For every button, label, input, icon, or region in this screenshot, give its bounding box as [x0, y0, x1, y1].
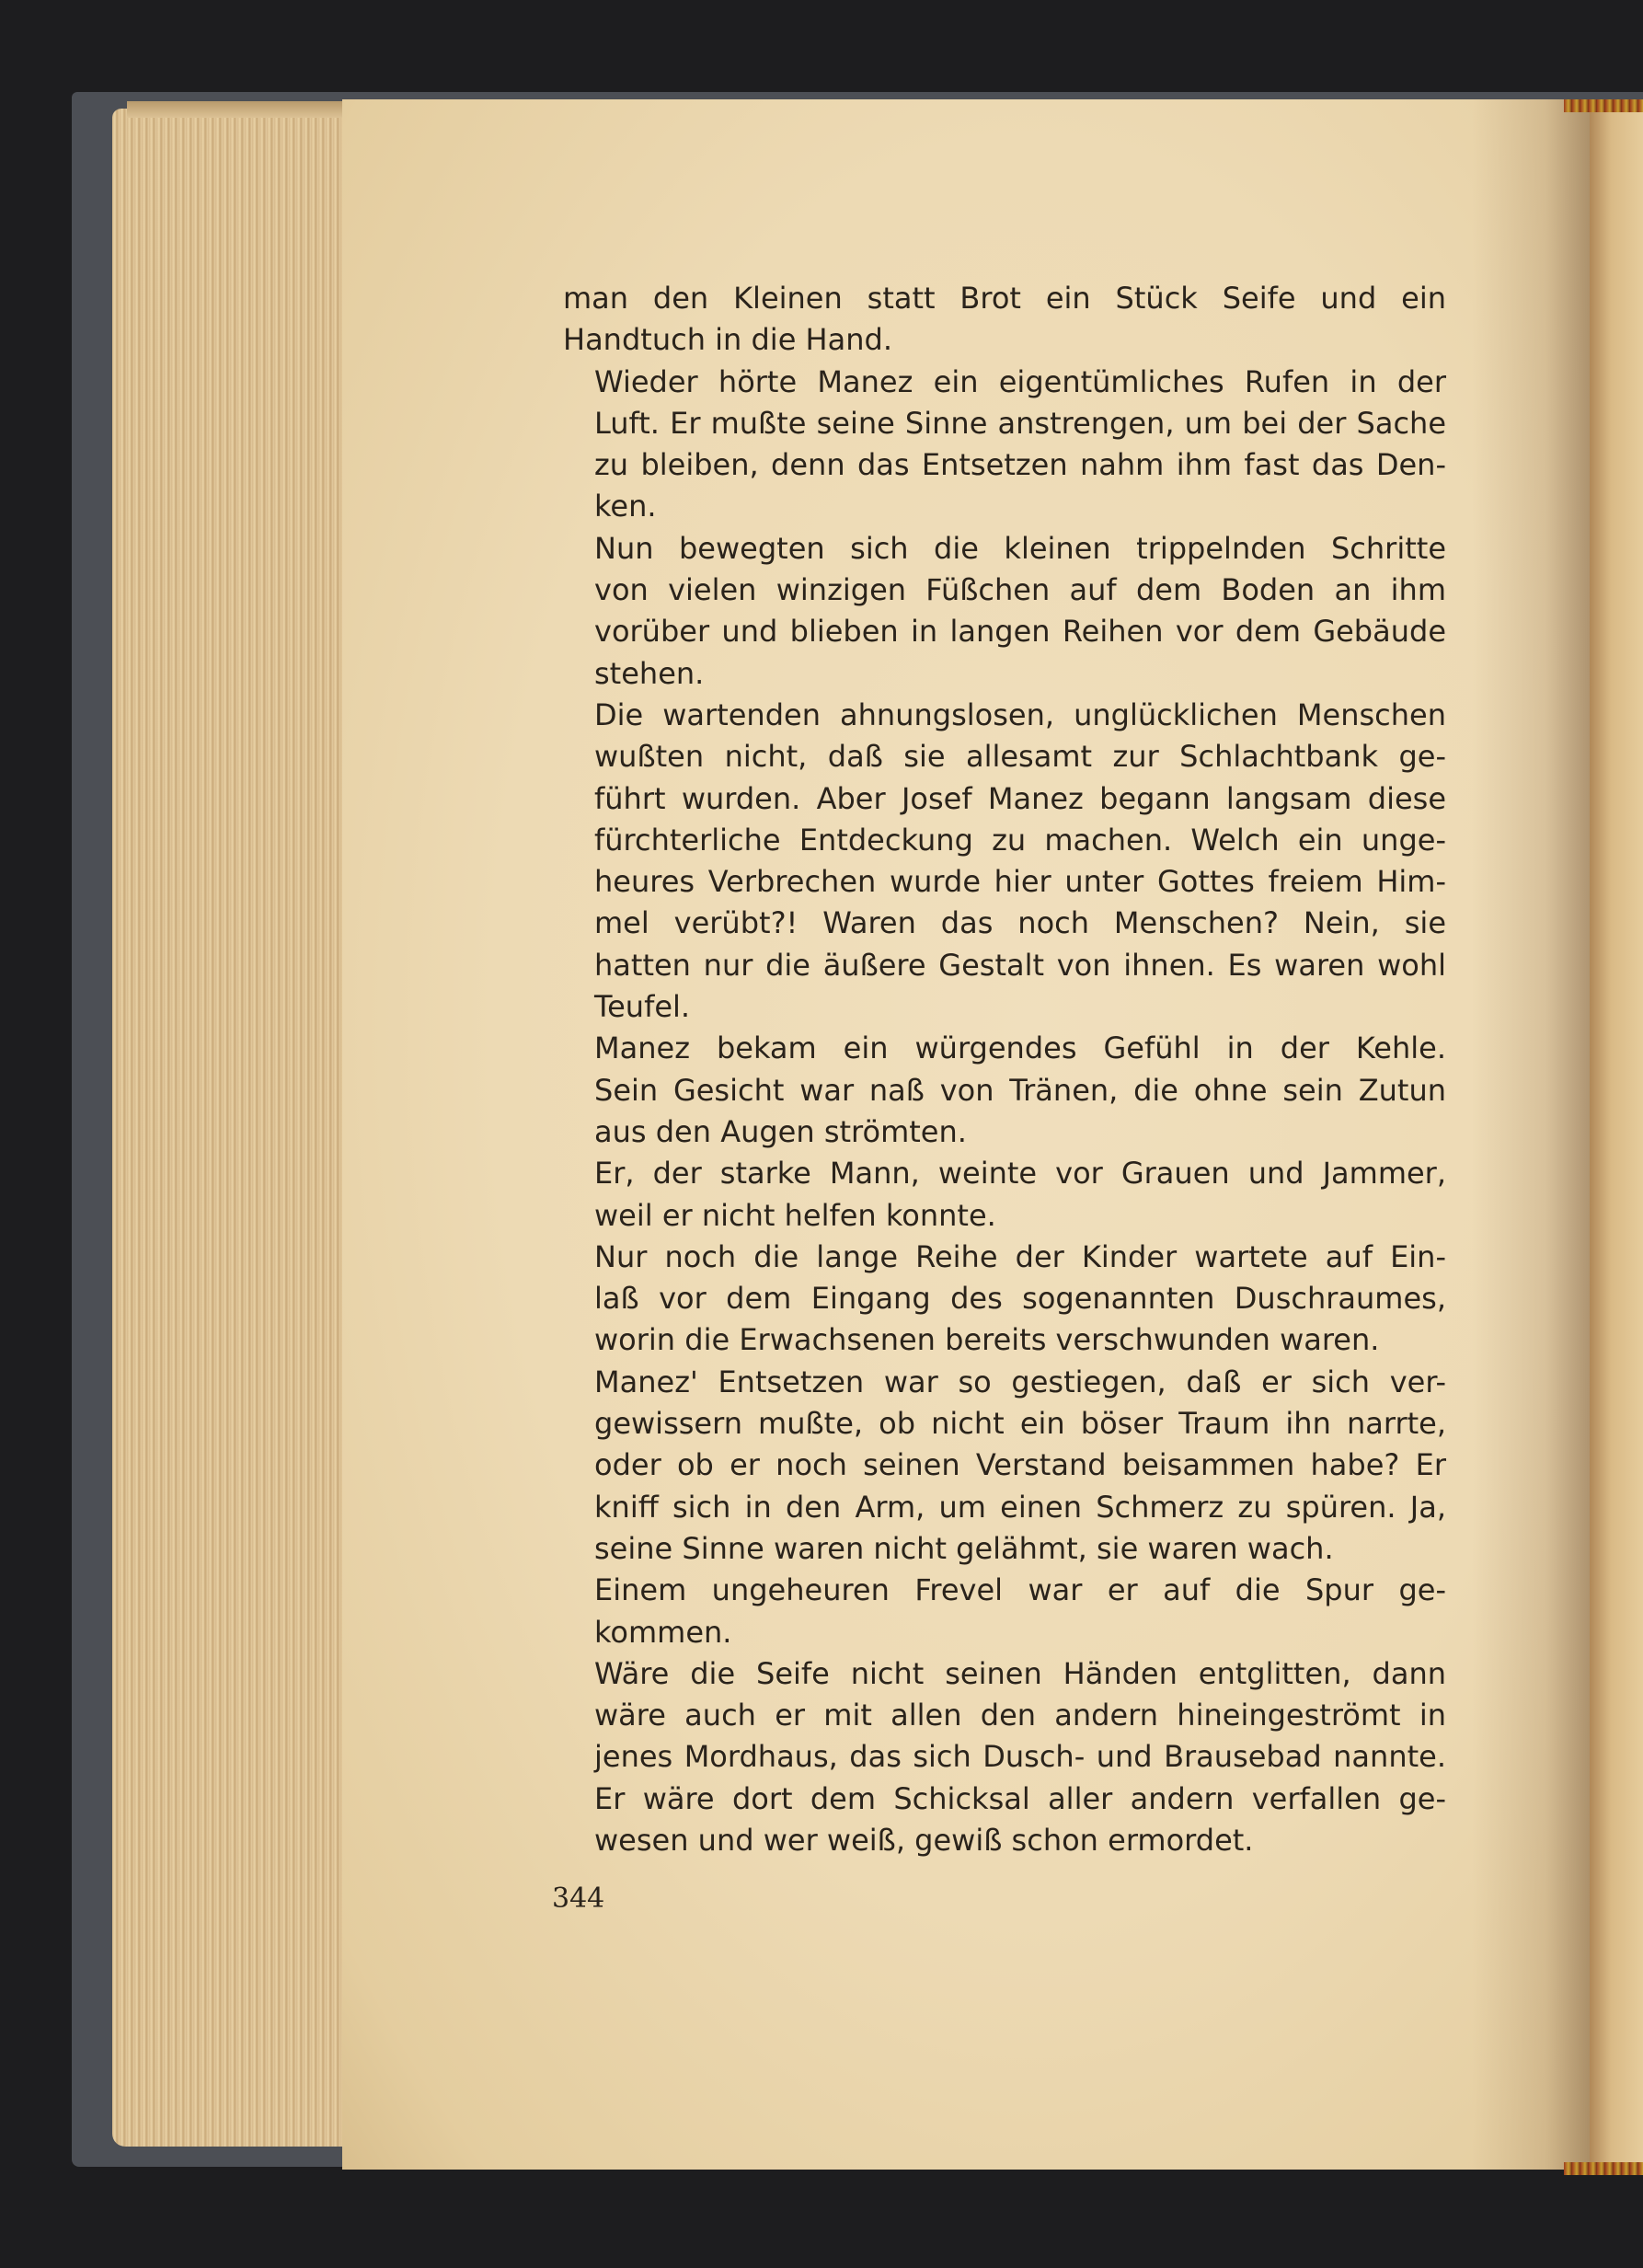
- gutter-shadow: [1472, 99, 1595, 2170]
- text-line: Nur noch die lange Reihe der Kinder wartete auf Ein-: [594, 1238, 1446, 1274]
- text-line: seine Sinne waren nicht gelähmt, sie waren wach.: [594, 1530, 1334, 1566]
- text-line: Nun bewegten sich die kleinen trippelnden Schritte: [594, 530, 1446, 566]
- text-line: Manez' Entsetzen war so gestiegen, daß er sich ver-: [594, 1364, 1446, 1399]
- text-line: Manez bekam ein würgendes Gefühl in der Kehle.: [594, 1030, 1446, 1066]
- page-edges-top: [127, 101, 352, 118]
- text-line: Handtuch in die Hand.: [563, 322, 892, 358]
- text-line: gewissern mußte, ob nicht ein böser Traum ihn narrte,: [594, 1406, 1446, 1442]
- text-line: kommen.: [594, 1614, 732, 1650]
- text-line: Er wäre dort dem Schicksal aller andern verfallen ge-: [594, 1780, 1446, 1816]
- paragraph: [563, 1237, 1446, 1362]
- paragraph: [563, 1570, 1446, 1653]
- text-line: laß vor dem Eingang des sogenannten Duschraumes,: [594, 1281, 1446, 1317]
- text-line: Wäre die Seife nicht seinen Händen entglitten, dann: [594, 1655, 1446, 1691]
- text-line: stehen.: [594, 655, 705, 691]
- text-line: wesen und wer weiß, gewiß schon ermordet.: [594, 1822, 1254, 1858]
- body-text: [563, 278, 1446, 1861]
- text-line: heures Verbrechen wurde hier unter Gottes freiem Him-: [594, 864, 1446, 900]
- paragraph: [563, 362, 1446, 528]
- text-line: jenes Mordhaus, das sich Dusch- und Brausebad nannte.: [594, 1739, 1446, 1775]
- text-line: worin die Erwachsenen bereits verschwunden waren.: [594, 1322, 1380, 1358]
- text-line: ken.: [594, 489, 657, 524]
- text-line: hatten nur die äußere Gestalt von ihnen. Es waren wohl: [594, 947, 1446, 983]
- text-line: aus den Augen strömten.: [594, 1113, 967, 1149]
- text-line: zu bleiben, denn das Entsetzen nahm ihm fast das Den-: [594, 447, 1446, 483]
- paragraph: [563, 278, 1446, 362]
- headband-top: [1564, 99, 1643, 112]
- text-line: mel verübt?! Waren das noch Menschen? Nein, sie: [594, 905, 1446, 941]
- text-line: Die wartenden ahnungslosen, unglücklichen Menschen: [594, 697, 1446, 732]
- text-line: fürchterliche Entdeckung zu machen. Welch ein unge-: [594, 822, 1446, 858]
- text-line: vorüber und blieben in langen Reihen vor dem Gebäude: [594, 614, 1446, 650]
- page-number: 344: [552, 1882, 605, 1915]
- paragraph: [563, 1653, 1446, 1861]
- text-line: führt wurden. Aber Josef Manez begann langsam diese: [594, 780, 1446, 816]
- text-line: wußten nicht, daß sie allesamt zur Schlachtbank ge-: [594, 739, 1446, 775]
- paragraph: [563, 1362, 1446, 1570]
- text-line: Wieder hörte Manez ein eigentümliches Rufen in der: [594, 363, 1446, 399]
- text-line: Luft. Er mußte seine Sinne anstrengen, um bei der Sache: [594, 405, 1446, 441]
- text-line: Teufel.: [594, 989, 691, 1025]
- text-line: weil er nicht helfen konnte.: [594, 1197, 996, 1233]
- text-line: man den Kleinen statt Brot ein Stück Seife und ein: [563, 281, 1446, 316]
- paragraph: [563, 1028, 1446, 1153]
- text-line: Er, der starke Mann, weinte vor Grauen und Jammer,: [594, 1156, 1446, 1192]
- page-edges: [112, 109, 350, 2147]
- text-line: oder ob er noch seinen Verstand beisammen habe? Er: [594, 1447, 1446, 1483]
- paragraph: [563, 695, 1446, 1028]
- text-line: Sein Gesicht war naß von Tränen, die ohne sein Zutun: [594, 1072, 1446, 1108]
- paragraph: [563, 1153, 1446, 1237]
- text-line: von vielen winzigen Füßchen auf dem Boden an ihm: [594, 572, 1446, 608]
- text-line: wäre auch er mit allen den andern hineingeströmt in: [594, 1698, 1446, 1733]
- headband-bottom: [1564, 2162, 1643, 2175]
- paragraph: [563, 528, 1446, 695]
- text-line: kniff sich in den Arm, um einen Schmerz zu spüren. Ja,: [594, 1489, 1446, 1525]
- text-line: Einem ungeheuren Frevel war er auf die Spur ge-: [594, 1572, 1446, 1608]
- facing-page-edge: [1590, 109, 1643, 2170]
